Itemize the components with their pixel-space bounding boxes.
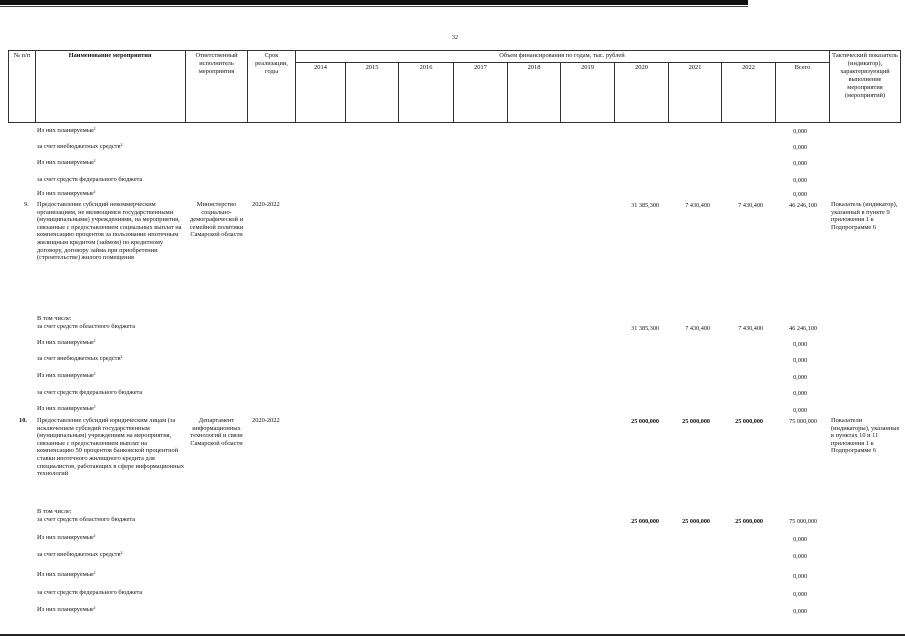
top-rule: [0, 0, 748, 5]
item10-2020: 25 000,000: [631, 418, 659, 425]
item9-regional-2020: 31 385,300: [631, 325, 659, 332]
row-total: 0,000: [793, 573, 807, 580]
item9-2021: 7 430,400: [685, 202, 710, 209]
item10-regional-total: 75 000,000: [789, 518, 817, 525]
header-volume: Объем финансирования по годам, тыс. рублей: [499, 52, 625, 59]
item9-total: 46 246,100: [789, 202, 817, 209]
row-label: за счет средств федерального бюджета: [37, 589, 143, 596]
row-total: 0,000: [793, 374, 807, 381]
item10-2021: 25 000,000: [682, 418, 710, 425]
row-label: Из них планируемые$^1$: [37, 533, 96, 541]
item10-number: 10.: [19, 417, 27, 424]
item10-in-that: В том числе:: [37, 508, 72, 515]
col-line: [900, 50, 901, 123]
row-label: за счет внебюджетных средств$^2$: [37, 550, 123, 558]
header-year-2016: 2016: [419, 64, 433, 71]
item9-number: 9.: [24, 201, 29, 208]
header-year-2014: 2014: [314, 64, 327, 71]
item10-regional-2022: 25 000,000: [735, 518, 763, 525]
row-label: Из них планируемые$^1$: [37, 605, 96, 613]
item9-name: Предоставление субсидий некоммерческим организациям, не являющимся государственными (муниципальными) учреждениями, на мероприятия, связанные с предоставлением социальных выплат на компенсацию процентов за пользование ипотечным жилищным кредитом (займом) по кредитному договору, договору займа при приобретении (строительстве) жилого помещения: [37, 201, 182, 262]
header-year-2021: 2021: [688, 64, 702, 71]
col-line: [829, 50, 830, 123]
row-total: 0,000: [793, 177, 807, 184]
col-line: [295, 50, 296, 123]
header-year-2019: 2019: [581, 64, 594, 71]
bottom-rule: [0, 634, 905, 636]
row-total: 0,000: [793, 536, 807, 543]
header-year-2018: 2018: [527, 64, 541, 71]
row-label: за счет средств федерального бюджета: [37, 389, 143, 396]
item10-indicator: Показатели (индикаторы), указанные в пунктах 10 и 11 приложения 1 к Подпрограмме 6: [831, 417, 900, 455]
row-label: Из них планируемые$^1$: [37, 158, 96, 166]
row-total: 0,000: [793, 390, 807, 397]
col-line: [185, 50, 186, 123]
header-year-2017: 2017: [474, 64, 487, 71]
row-label: Из них планируемые$^1$: [37, 189, 96, 197]
header-bottom-line: [8, 122, 901, 123]
item10-responsible: Департамент информационных технологий и связи Самарской области: [190, 417, 243, 447]
row-label: Из них планируемые$^1$: [37, 338, 96, 346]
row-label: Из них планируемые$^1$: [37, 404, 96, 412]
row-label: Из них планируемые$^1$: [37, 371, 96, 379]
row-label: за счет внебюджетных средств$^2$: [37, 354, 123, 362]
item10-regional-2020: 25 000,000: [631, 518, 659, 525]
header-term: Срок реализации, годы: [255, 52, 288, 75]
row-total: 0,000: [793, 128, 807, 135]
item10-total: 75 000,000: [789, 418, 817, 425]
header-year-2015: 2015: [365, 64, 379, 71]
item9-2020: 31 385,300: [631, 202, 659, 209]
col-line: [247, 50, 248, 123]
col-line: [35, 50, 36, 123]
item9-indicator: Показатель (индикатор), указанный в пункте 9 приложения 1 к Подпрограмме 6: [831, 201, 898, 231]
item10-2022: 25 000,000: [735, 418, 763, 425]
item10-regional-2021: 25 000,000: [682, 518, 710, 525]
row-total: 0,000: [793, 191, 807, 198]
row-total: 0,000: [793, 407, 807, 414]
header-no: № п/п: [13, 52, 31, 59]
item9-responsible: Министерство социально-демографической и семейной политики Самарской области: [189, 201, 244, 239]
item10-regional-label: за счет средств областного бюджета: [37, 516, 136, 523]
row-label: Из них планируемые$^1$: [37, 570, 96, 578]
item9-2022: 7 430,400: [738, 202, 763, 209]
header-years-line: [295, 62, 829, 63]
item9-term: 2020-2022: [252, 201, 280, 208]
header-top-line: [8, 50, 901, 51]
header-year-2020: 2020: [635, 64, 648, 71]
row-total: 0,000: [793, 553, 807, 560]
item9-regional-2022: 7 430,400: [738, 325, 763, 332]
row-total: 0,000: [793, 144, 807, 151]
header-responsible: Ответственный исполнитель мероприятия: [195, 52, 238, 75]
item9-in-that: В том числе:: [37, 315, 72, 322]
header-name: Наименование мероприятия: [68, 52, 152, 59]
row-label: за счет внебюджетных средств$^2$: [37, 142, 123, 150]
header-year-2022: 2022: [742, 64, 755, 71]
row-total: 0,000: [793, 591, 807, 598]
item9-regional-2021: 7 430,400: [685, 325, 710, 332]
page-number: 32: [452, 35, 458, 41]
item9-regional-label: за счет средств областного бюджета: [37, 323, 136, 330]
row-total: 0,000: [793, 357, 807, 364]
row-total: 0,000: [793, 608, 807, 615]
row-label: за счет средств федерального бюджета: [37, 176, 143, 183]
item10-name: Предоставление субсидий юридическим лицам (за исключением субсидий государственным (муниципальным) учреждениям на мероприятия, связанные с предоставлением выплат на компенсацию 50 процентов банковской процентной ставки ипотечного жилищного кредита для специалистов, работающих в сфере информационных технологий: [37, 417, 185, 478]
header-indicator: Тактический показатель (индикатор), характеризующий выполнение мероприятия (мероприятий): [832, 52, 898, 99]
row-label: Из них планируемые$^1$: [37, 126, 96, 134]
row-total: 0,000: [793, 341, 807, 348]
item10-term: 2020-2022: [252, 417, 280, 424]
header-total: Всего: [794, 64, 811, 71]
item9-regional-total: 46 246,100: [789, 325, 817, 332]
col-line: [8, 50, 9, 123]
top-rule-thin: [0, 6, 748, 7]
row-total: 0,000: [793, 160, 807, 167]
